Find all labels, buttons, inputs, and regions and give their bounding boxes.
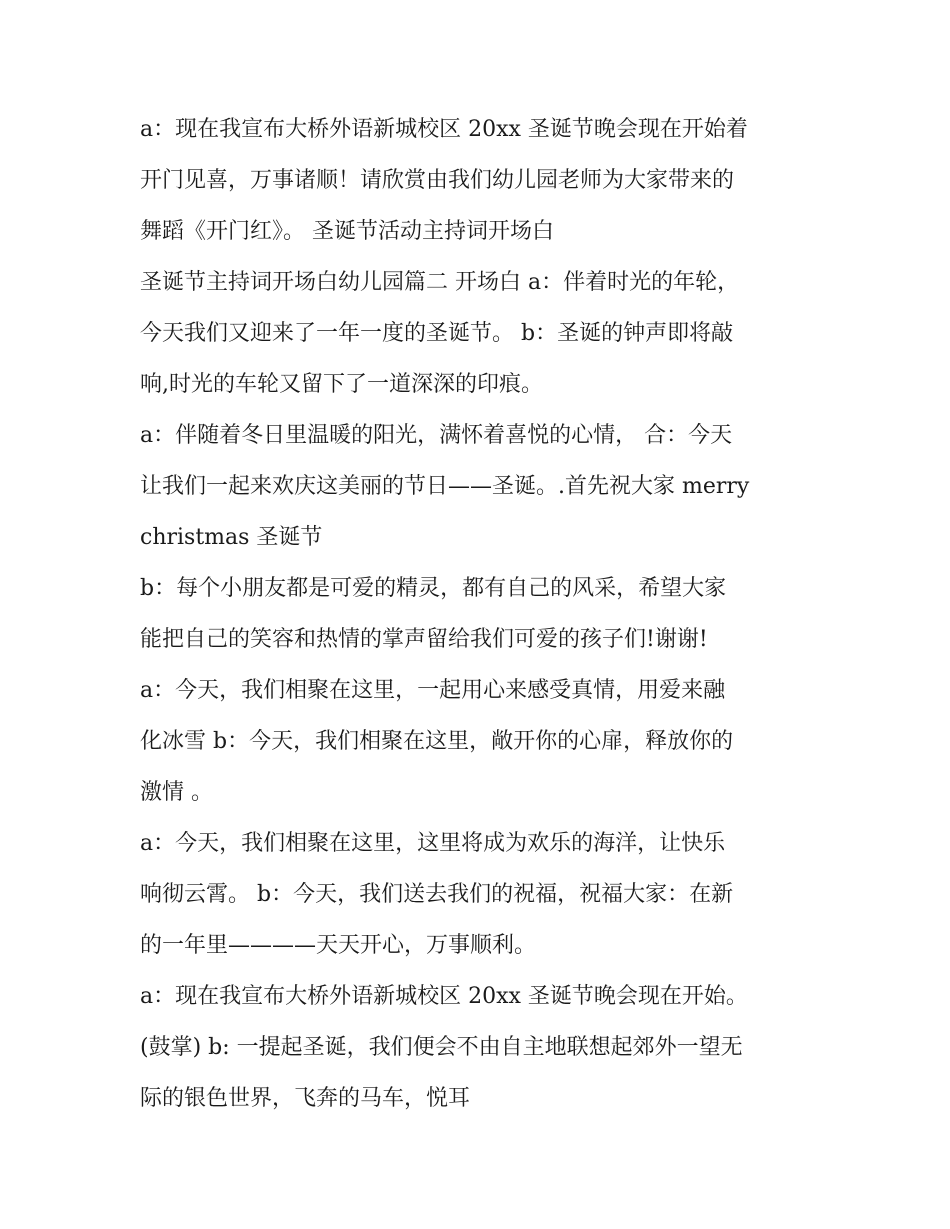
text-line: (鼓掌) b: 一提起圣诞，我们便会不由自主地联想起郊外一望无	[140, 1035, 743, 1060]
text-line: 际的银色世界，飞奔的马车，悦耳	[140, 1086, 471, 1111]
text-line: 响,时光的车轮又留下了一道深深的印痕。	[140, 372, 543, 397]
text-line: a：今天，我们相聚在这里，这里将成为欢乐的海洋，让快乐	[140, 831, 726, 856]
text-line: 能把自己的笑容和热情的掌声留给我们可爱的孩子们!谢谢!	[140, 627, 708, 652]
text-line: 开门见喜，万事诸顺！请欣赏由我们幼儿园老师为大家带来的	[140, 168, 735, 193]
text-line: a：伴随着冬日里温暖的阳光，满怀着喜悦的心情， 合：今天	[140, 423, 733, 448]
document-body	[140, 104, 830, 1124]
text-line: 的一年里————天天开心，万事顺利。	[140, 933, 537, 958]
text-line: a：现在我宣布大桥外语新城校区 20xx 圣诞节晚会现在开始。	[140, 984, 748, 1009]
text-line: a：今天，我们相聚在这里，一起用心来感受真情，用爱来融	[140, 678, 726, 703]
text-line: 让我们一起来欢庆这美丽的节日——圣诞。.首先祝大家 merry	[140, 474, 750, 499]
text-line: 圣诞节主持词开场白幼儿园篇二 开场白 a：伴着时光的年轮，	[140, 270, 740, 295]
text-line: 今天我们又迎来了一年一度的圣诞节。 b：圣诞的钟声即将敲	[140, 321, 734, 346]
text-line: 化冰雪 b：今天，我们相聚在这里，敞开你的心扉，释放你的	[140, 729, 734, 754]
text-line: 舞蹈《开门红》。 圣诞节活动主持词开场白	[140, 219, 554, 244]
text-line: 响彻云霄。 b：今天，我们送去我们的祝福，祝福大家：在新	[140, 882, 734, 907]
text-line: christmas 圣诞节	[140, 525, 323, 550]
text-line: b：每个小朋友都是可爱的精灵，都有自己的风采，希望大家	[140, 576, 727, 601]
text-line: a：现在我宣布大桥外语新城校区 20xx 圣诞节晚会现在开始着	[140, 117, 748, 142]
text-line: 激情 。	[140, 780, 213, 805]
